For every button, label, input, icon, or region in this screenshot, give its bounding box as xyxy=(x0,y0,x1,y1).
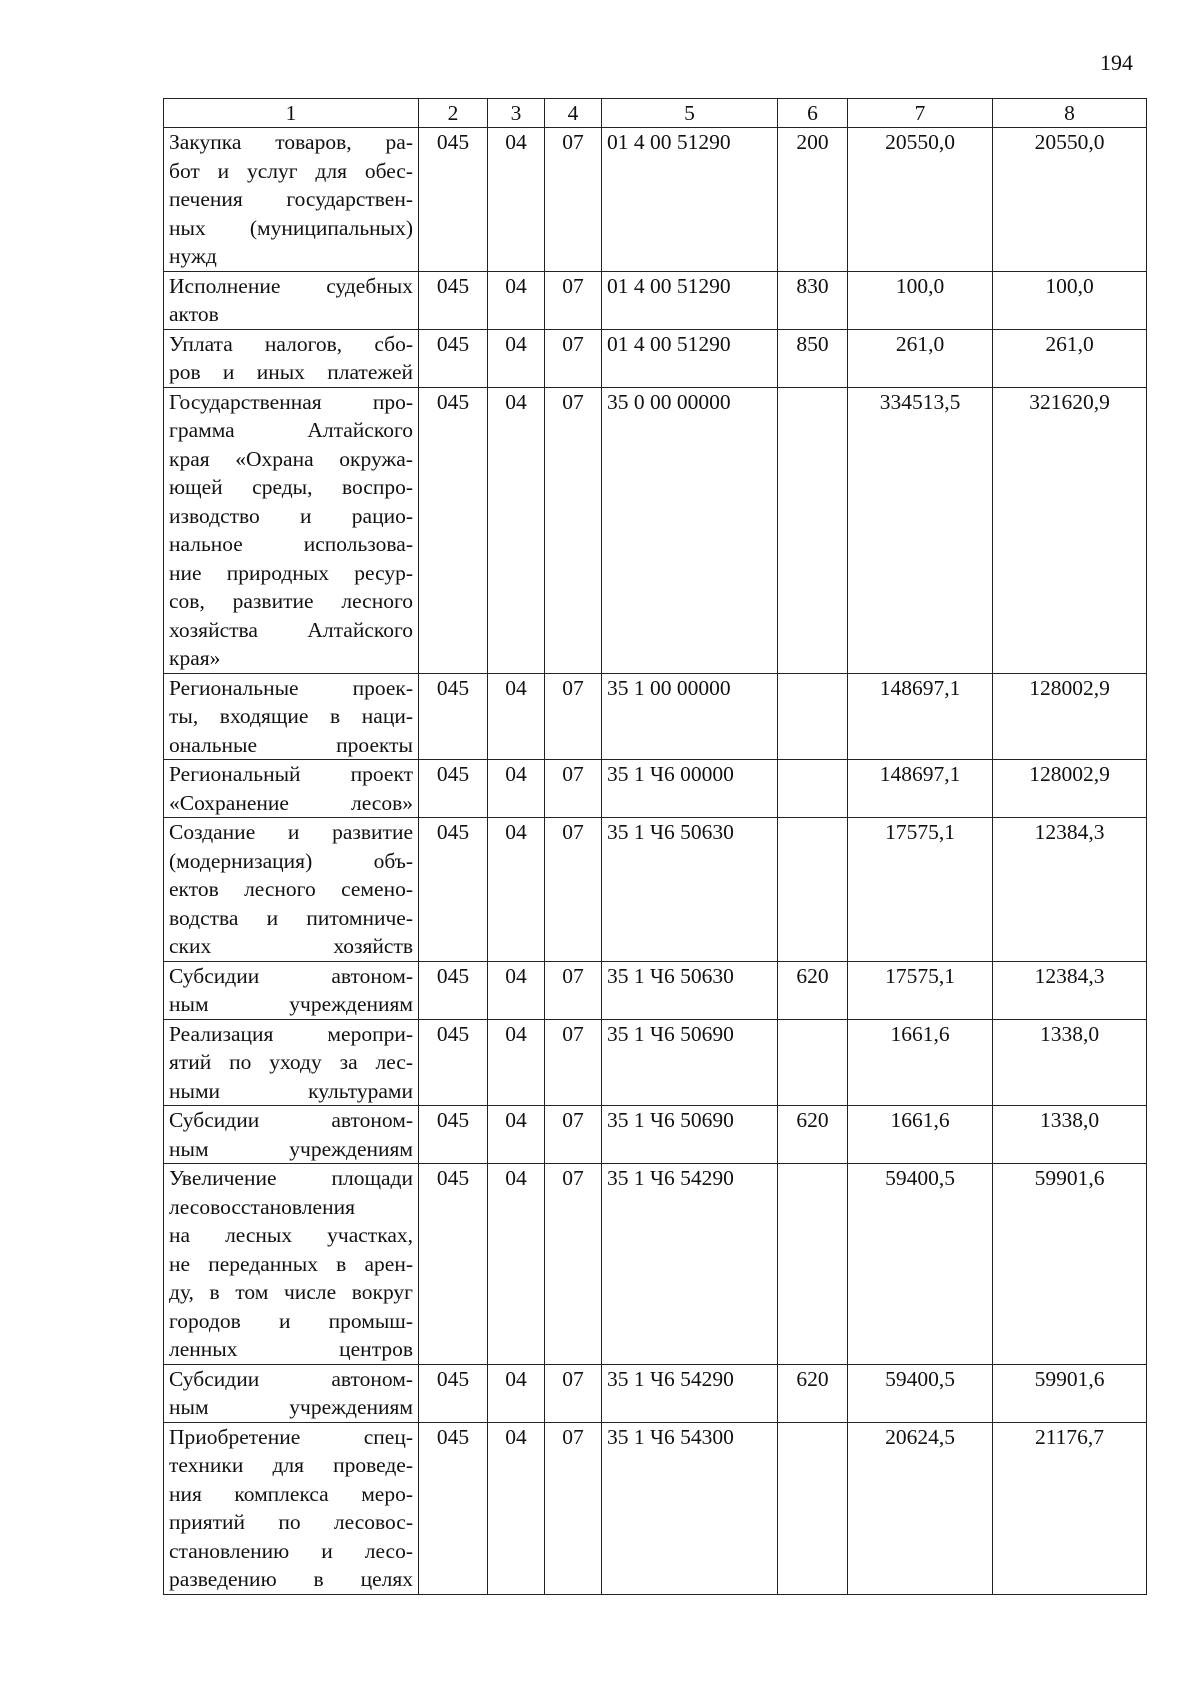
cell-subsection: 07 xyxy=(545,271,602,329)
cell-chapter: 045 xyxy=(419,1106,488,1164)
cell-name: Субсидии автоном- ным учреждениям xyxy=(164,961,419,1019)
column-header: 6 xyxy=(778,99,848,128)
cell-subsection: 07 xyxy=(545,387,602,673)
cell-name: Уплата налогов, сбо- ров и иных платежей xyxy=(164,329,419,387)
cell-expense-type xyxy=(778,1164,848,1365)
cell-subsection: 07 xyxy=(545,760,602,818)
cell-section: 04 xyxy=(488,1422,545,1594)
cell-target-article: 35 1 Ч6 54300 xyxy=(602,1422,778,1594)
column-header: 7 xyxy=(848,99,993,128)
cell-target-article: 01 4 00 51290 xyxy=(602,128,778,272)
column-header: 8 xyxy=(993,99,1147,128)
cell-amount-year1: 100,0 xyxy=(848,271,993,329)
cell-amount-year2: 128002,9 xyxy=(993,673,1147,760)
table-row xyxy=(164,818,1147,962)
cell-target-article: 35 1 Ч6 54290 xyxy=(602,1364,778,1422)
cell-subsection: 07 xyxy=(545,818,602,962)
column-header: 4 xyxy=(545,99,602,128)
cell-target-article: 35 1 Ч6 50690 xyxy=(602,1106,778,1164)
cell-chapter: 045 xyxy=(419,673,488,760)
cell-name: Увеличение площади лесовосстановления на лесных участках, не переданных в арен- ду, в том числе вокруг городов и промыш- ленных центров xyxy=(164,1164,419,1365)
table-row xyxy=(164,1106,1147,1164)
cell-amount-year2: 128002,9 xyxy=(993,760,1147,818)
cell-section: 04 xyxy=(488,1106,545,1164)
cell-expense-type xyxy=(778,673,848,760)
table-row xyxy=(164,760,1147,818)
cell-amount-year2: 59901,6 xyxy=(993,1364,1147,1422)
cell-expense-type xyxy=(778,818,848,962)
cell-chapter: 045 xyxy=(419,1422,488,1594)
cell-chapter: 045 xyxy=(419,961,488,1019)
cell-chapter: 045 xyxy=(419,760,488,818)
cell-subsection: 07 xyxy=(545,1422,602,1594)
table-row xyxy=(164,271,1147,329)
cell-section: 04 xyxy=(488,1364,545,1422)
cell-subsection: 07 xyxy=(545,128,602,272)
table-row xyxy=(164,128,1147,272)
table-row xyxy=(164,1364,1147,1422)
cell-expense-type: 620 xyxy=(778,1106,848,1164)
cell-expense-type: 830 xyxy=(778,271,848,329)
cell-chapter: 045 xyxy=(419,128,488,272)
cell-chapter: 045 xyxy=(419,818,488,962)
cell-amount-year1: 1661,6 xyxy=(848,1106,993,1164)
cell-amount-year1: 20624,5 xyxy=(848,1422,993,1594)
cell-section: 04 xyxy=(488,760,545,818)
column-header: 3 xyxy=(488,99,545,128)
cell-expense-type xyxy=(778,1422,848,1594)
cell-amount-year1: 261,0 xyxy=(848,329,993,387)
table-row xyxy=(164,673,1147,760)
cell-section: 04 xyxy=(488,271,545,329)
cell-section: 04 xyxy=(488,387,545,673)
cell-section: 04 xyxy=(488,673,545,760)
cell-expense-type xyxy=(778,760,848,818)
cell-subsection: 07 xyxy=(545,1164,602,1365)
cell-target-article: 01 4 00 51290 xyxy=(602,329,778,387)
cell-subsection: 07 xyxy=(545,961,602,1019)
header-row xyxy=(164,99,1147,128)
page-number: 194 xyxy=(1100,50,1133,75)
cell-expense-type: 200 xyxy=(778,128,848,272)
cell-expense-type: 620 xyxy=(778,961,848,1019)
cell-section: 04 xyxy=(488,818,545,962)
cell-amount-year2: 59901,6 xyxy=(993,1164,1147,1365)
cell-target-article: 01 4 00 51290 xyxy=(602,271,778,329)
cell-chapter: 045 xyxy=(419,1019,488,1106)
table-body xyxy=(164,128,1147,1595)
cell-target-article: 35 1 Ч6 54290 xyxy=(602,1164,778,1365)
column-header: 2 xyxy=(419,99,488,128)
table-row xyxy=(164,1164,1147,1365)
cell-amount-year2: 1338,0 xyxy=(993,1019,1147,1106)
cell-amount-year1: 59400,5 xyxy=(848,1364,993,1422)
cell-amount-year2: 261,0 xyxy=(993,329,1147,387)
cell-subsection: 07 xyxy=(545,1106,602,1164)
cell-amount-year1: 148697,1 xyxy=(848,760,993,818)
cell-chapter: 045 xyxy=(419,1164,488,1365)
cell-subsection: 07 xyxy=(545,673,602,760)
cell-amount-year1: 17575,1 xyxy=(848,961,993,1019)
cell-amount-year1: 20550,0 xyxy=(848,128,993,272)
table-row xyxy=(164,1422,1147,1594)
table-row xyxy=(164,329,1147,387)
cell-amount-year2: 12384,3 xyxy=(993,818,1147,962)
cell-target-article: 35 1 Ч6 50630 xyxy=(602,961,778,1019)
cell-amount-year1: 148697,1 xyxy=(848,673,993,760)
cell-chapter: 045 xyxy=(419,329,488,387)
table-row xyxy=(164,387,1147,673)
cell-name: Реализация меропри- ятий по уходу за лес- ными культурами xyxy=(164,1019,419,1106)
cell-amount-year1: 17575,1 xyxy=(848,818,993,962)
cell-name: Субсидии автоном- ным учреждениям xyxy=(164,1106,419,1164)
cell-amount-year2: 321620,9 xyxy=(993,387,1147,673)
cell-name: Региональные проек- ты, входящие в наци- ональные проекты xyxy=(164,673,419,760)
cell-subsection: 07 xyxy=(545,1364,602,1422)
cell-chapter: 045 xyxy=(419,271,488,329)
cell-amount-year1: 1661,6 xyxy=(848,1019,993,1106)
cell-target-article: 35 0 00 00000 xyxy=(602,387,778,673)
column-header: 5 xyxy=(602,99,778,128)
cell-amount-year2: 1338,0 xyxy=(993,1106,1147,1164)
cell-name: Государственная про- грамма Алтайского края «Охрана окружа- ющей среды, воспро- изводство и рацио- нальное использова- ние природных ресур- сов, развитие лесного хозяйства Алтайского края» xyxy=(164,387,419,673)
cell-amount-year2: 21176,7 xyxy=(993,1422,1147,1594)
cell-chapter: 045 xyxy=(419,1364,488,1422)
cell-amount-year2: 100,0 xyxy=(993,271,1147,329)
cell-section: 04 xyxy=(488,961,545,1019)
cell-amount-year1: 59400,5 xyxy=(848,1164,993,1365)
cell-expense-type: 620 xyxy=(778,1364,848,1422)
cell-subsection: 07 xyxy=(545,329,602,387)
cell-section: 04 xyxy=(488,1019,545,1106)
cell-target-article: 35 1 Ч6 50690 xyxy=(602,1019,778,1106)
cell-name: Региональный проект «Сохранение лесов» xyxy=(164,760,419,818)
cell-expense-type xyxy=(778,1019,848,1106)
cell-target-article: 35 1 Ч6 50630 xyxy=(602,818,778,962)
cell-subsection: 07 xyxy=(545,1019,602,1106)
cell-expense-type xyxy=(778,387,848,673)
cell-name: Создание и развитие (модернизация) объ- ектов лесного семено- водства и питомниче- ских хозяйств xyxy=(164,818,419,962)
column-header: 1 xyxy=(164,99,419,128)
table-row xyxy=(164,961,1147,1019)
budget-table xyxy=(163,98,1147,1595)
cell-expense-type: 850 xyxy=(778,329,848,387)
cell-name: Закупка товаров, ра- бот и услуг для обес- печения государствен- ных (муниципальных) нужд xyxy=(164,128,419,272)
cell-name: Субсидии автоном- ным учреждениям xyxy=(164,1364,419,1422)
cell-section: 04 xyxy=(488,1164,545,1365)
cell-target-article: 35 1 00 00000 xyxy=(602,673,778,760)
cell-chapter: 045 xyxy=(419,387,488,673)
cell-name: Приобретение спец- техники для проведе- ния комплекса меро- приятий по лесовос- становлению и лесо- разведению в целях xyxy=(164,1422,419,1594)
cell-amount-year2: 20550,0 xyxy=(993,128,1147,272)
cell-amount-year1: 334513,5 xyxy=(848,387,993,673)
cell-section: 04 xyxy=(488,128,545,272)
cell-amount-year2: 12384,3 xyxy=(993,961,1147,1019)
cell-name: Исполнение судебных актов xyxy=(164,271,419,329)
table-row xyxy=(164,1019,1147,1106)
cell-target-article: 35 1 Ч6 00000 xyxy=(602,760,778,818)
cell-section: 04 xyxy=(488,329,545,387)
